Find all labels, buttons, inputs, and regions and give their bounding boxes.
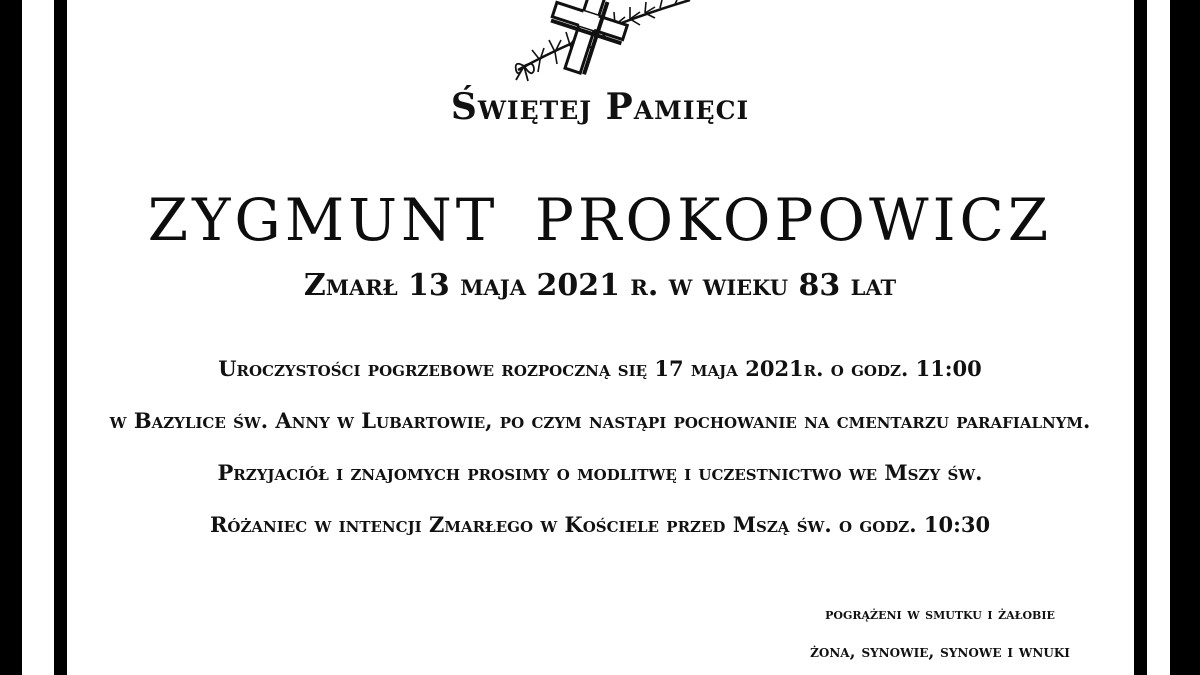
- death-date-age: Zmarł 13 maja 2021 r. w wieku 83 lat: [303, 268, 897, 303]
- funeral-location-line: w Bazylice św. Anny w Lubartowie, po czym nastąpi pochowanie na cmentarzu parafialnym.: [109, 408, 1091, 433]
- funeral-info-line: Uroczystości pogrzebowe rozpoczną się 17 maja 2021r. o godz. 11:00: [218, 356, 982, 381]
- rosary-line: Różaniec w intencji Zmarłego w Kościele przed Mszą św. o godz. 10:30: [209, 512, 991, 537]
- invitation-line: Przyjaciół i znajomych prosimy o modlitwę i uczestnictwo we Mszy św.: [217, 460, 983, 485]
- mourners-intro: pogrążeni w smutku i żałobie: [825, 604, 1055, 623]
- mourners-list: żona, synowie, synowe i wnuki: [810, 642, 1070, 662]
- deceased-name: ZYGMUNT PROKOPOWICZ: [147, 186, 1053, 254]
- cross-with-palm-branch-icon: [500, 0, 700, 86]
- heading-in-memory: Świętej Pamięci: [450, 86, 750, 128]
